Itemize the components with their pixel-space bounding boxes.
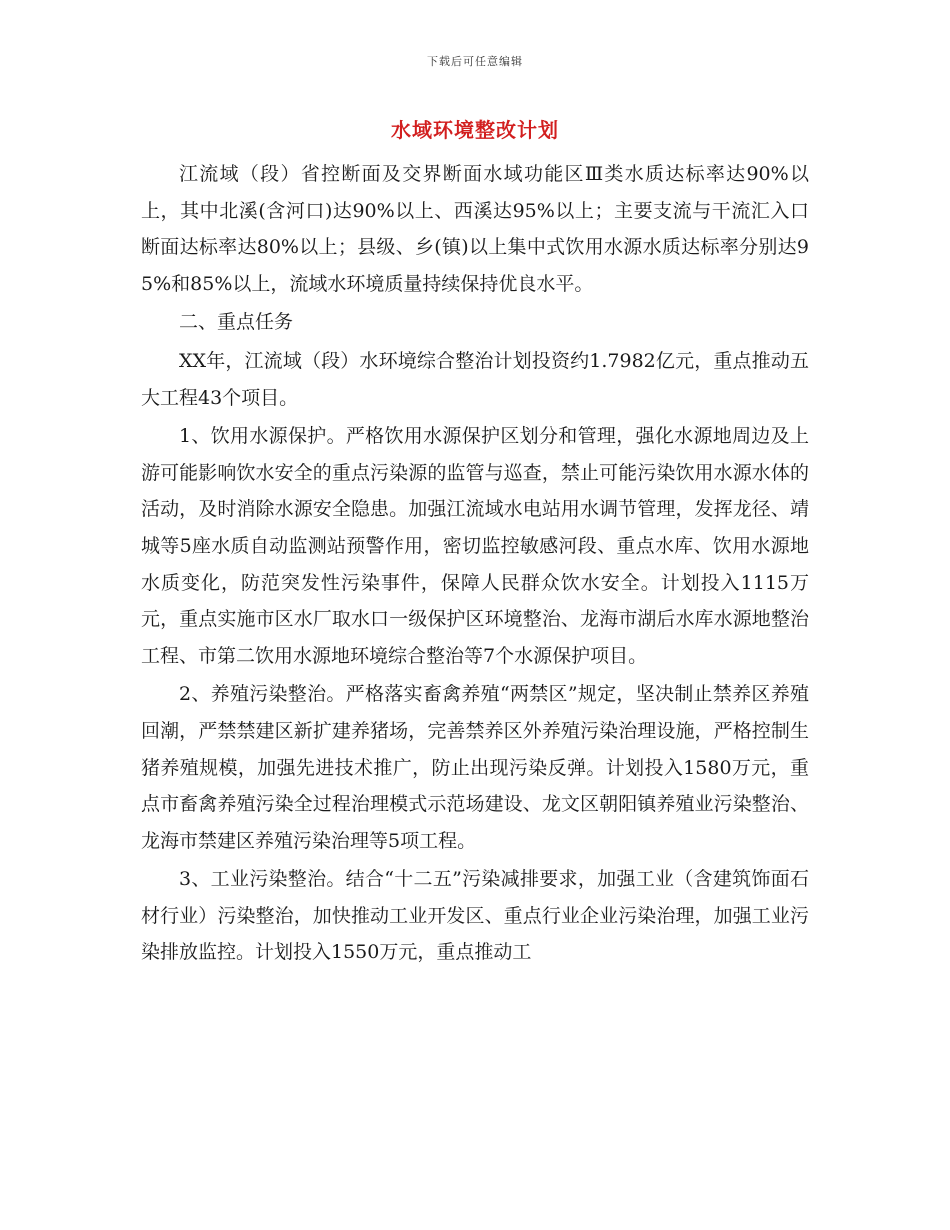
paragraph-water-source-protection: 1、饮用水源保护。严格饮用水源保护区划分和管理，强化水源地周边及上游可能影响饮水安全的重点污染源的监管与巡查，禁止可能污染饮用水源水体的活动，及时消除水源安全隐患。加强江流域水电站用水调节管理，发挥龙径、靖城等5座水质自动监测站预警作用，密切监控敏感河段、重点水库、饮用水源地水质变化，防范突发性污染事件，保障人民群众饮水安全。计划投入1115万元，重点实施市区水厂取水口一级保护区环境整治、龙海市湖后水库水源地整治工程、市第二饮用水源地环境综合整治等7个水源保护项目。: [141, 425, 809, 667]
document-title: 水域环境整改计划: [391, 118, 559, 142]
paragraph-livestock-pollution: 2、养殖污染整治。严格落实畜禽养殖“两禁区”规定，坚决制止禁养区养殖回潮，严禁禁建区新扩建养猪场，完善禁养区外养殖污染治理设施，严格控制生猪养殖规模，加强先进技术推广，防止出现污染反弹。计划投入1580万元，重点市畜禽养殖污染全过程治理模式示范场建设、龙文区朝阳镇养殖业污染整治、龙海市禁建区养殖污染治理等5项工程。: [141, 683, 809, 852]
document-body: [141, 156, 809, 973]
section-heading-key-tasks: 二、重点任务: [179, 311, 294, 334]
paragraph-targets: 江流域（段）省控断面及交界断面水域功能区Ⅲ类水质达标率达90%以上，其中北溪(含河口)达90%以上、西溪达95%以上；主要支流与干流汇入口断面达标率达80%以上；县级、乡(镇)以上集中式饮用水源水质达标率分别达95%和85%以上，流域水环境质量持续保持优良水平。: [141, 163, 809, 295]
paragraph-industrial-pollution: 3、工业污染整治。结合“十二五”污染减排要求，加强工业（含建筑饰面石材行业）污染整治，加快推动工业开发区、重点行业企业污染治理，加强工业污染排放监控。计划投入1550万元，重点推动工: [141, 868, 809, 964]
header-note: 下载后可任意编辑: [427, 55, 523, 68]
paragraph-investment: XX年，江流域（段）水环境综合整治计划投资约1.7982亿元，重点推动五大工程43个项目。: [141, 349, 809, 409]
